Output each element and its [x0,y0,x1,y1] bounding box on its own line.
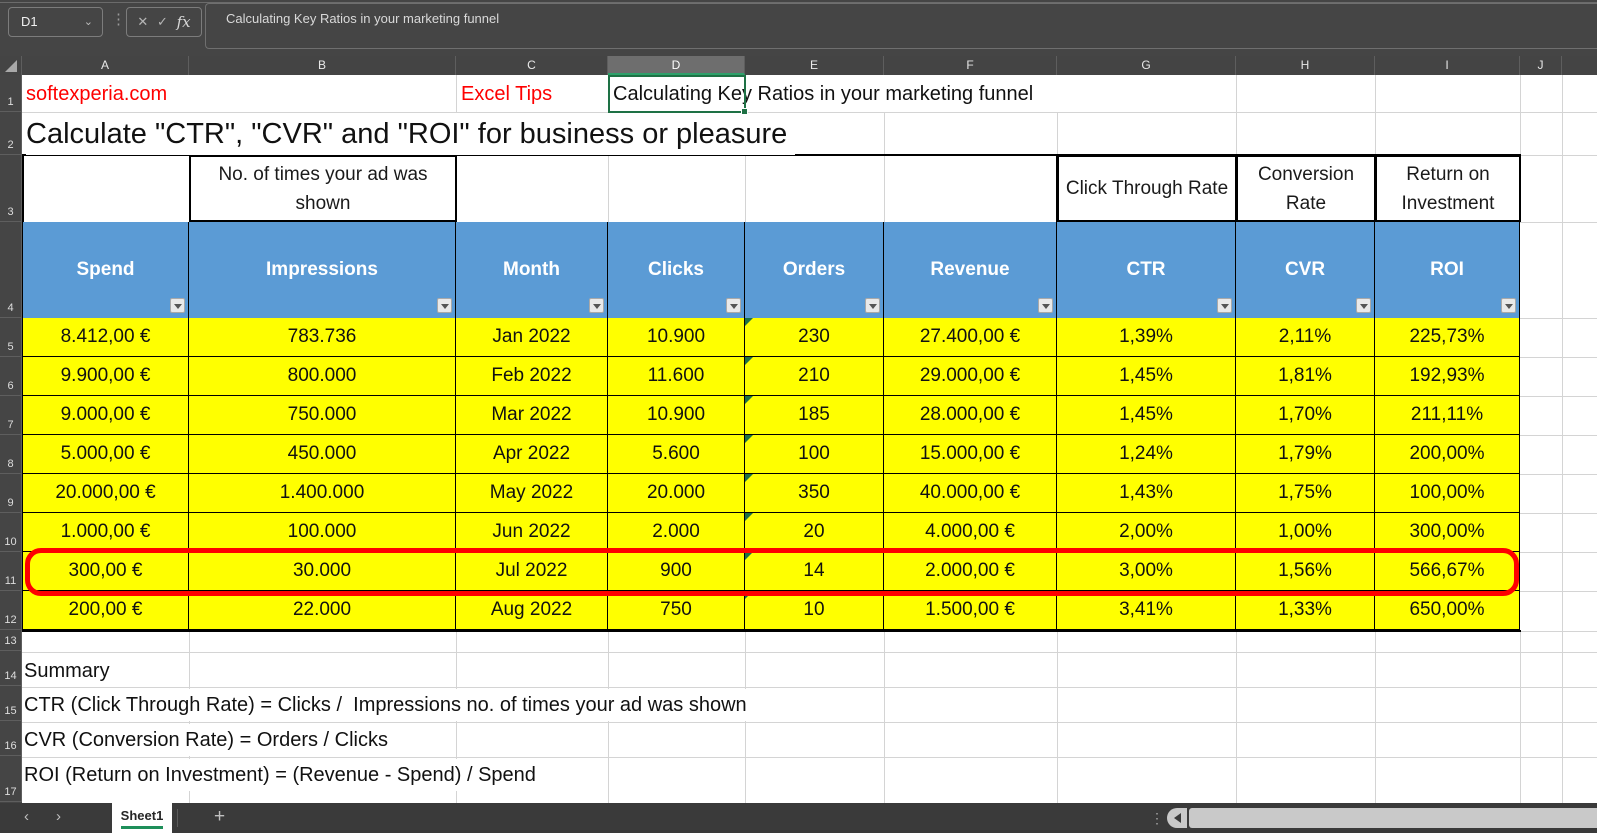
header-label: CTR [1126,259,1166,280]
name-box-value: D1 [21,14,38,29]
header-label: Impressions [266,259,378,280]
row-header-17[interactable]: 17 [0,756,22,802]
formula-bar [0,0,1597,56]
table-cell[interactable]: 15.000,00 € [884,435,1057,474]
cell-c1[interactable]: Excel Tips [461,76,552,112]
filter-dropdown-button[interactable] [1501,298,1516,313]
summary-line-cvr[interactable]: CVR (Conversion Rate) = Orders / Clicks [24,724,396,756]
gridline [1236,631,1237,803]
tab-sheet1[interactable] [112,803,172,833]
gridline [1375,75,1376,155]
gridline [22,757,1597,758]
gridline [1520,318,1597,319]
header-label: CVR [1284,259,1326,280]
gridline [1375,631,1376,803]
table-cell[interactable]: 100 [745,435,884,474]
enter-icon[interactable]: ✓ [156,14,168,29]
row-header-9[interactable]: 9 [0,474,22,513]
filter-arrow-icon [869,304,877,309]
table-cell[interactable]: 210 [745,357,884,396]
chevron-down-icon[interactable]: ⌄ [83,16,93,28]
cancel-icon[interactable]: ✕ [137,14,149,29]
gridline [1520,513,1597,514]
filter-arrow-icon [1360,304,1368,309]
column-filter-header-spend[interactable] [22,222,189,318]
table-cell[interactable]: 30.000 [189,552,456,591]
table-cell[interactable]: 783.736 [189,318,456,357]
error-indicator-icon [745,591,753,599]
filter-dropdown-button[interactable] [1217,298,1232,313]
table-cell[interactable]: 1,79% [1236,435,1375,474]
table-cell[interactable]: 11.600 [608,357,745,396]
row-header-13[interactable]: 13 [0,630,22,651]
column-header-h[interactable]: H [1236,56,1375,75]
column-filter-header-ctr[interactable] [1057,222,1236,318]
row-header-column [0,75,22,803]
table-cell[interactable]: 100.000 [189,513,456,552]
row-header-4[interactable]: 4 [0,222,22,318]
header-label: Clicks [648,259,704,280]
gridline [884,112,885,155]
table-cell[interactable]: Jun 2022 [456,513,608,552]
filter-dropdown-button[interactable] [865,298,880,313]
scroll-left-button[interactable] [1167,808,1187,828]
row-header-14[interactable]: 14 [0,651,22,686]
column-filter-header-month[interactable] [456,222,608,318]
table-cell[interactable]: 14 [745,552,884,591]
table-cell[interactable]: 750 [608,591,745,630]
gridline [884,631,885,803]
table-cell[interactable]: 1,70% [1236,396,1375,435]
table-cell[interactable]: 1,45% [1057,357,1236,396]
column-filter-header-orders[interactable] [745,222,884,318]
column-header-e[interactable]: E [745,56,884,75]
gridline [745,155,746,222]
column-header-c[interactable]: C [456,56,608,75]
row-header-8[interactable]: 8 [0,435,22,474]
gridline [1520,222,1597,223]
gridline [1520,155,1597,156]
column-header-i[interactable]: I [1375,56,1520,75]
filter-dropdown-button[interactable] [170,298,185,313]
filter-arrow-icon [1505,304,1513,309]
error-indicator-icon [745,396,753,404]
table-cell[interactable]: 29.000,00 € [884,357,1057,396]
gridline [1520,474,1597,475]
table-cell[interactable]: 200,00% [1375,435,1520,474]
table-cell[interactable]: 1.400.000 [189,474,456,513]
column-header-j[interactable]: J [1520,56,1562,75]
row-header-3[interactable]: 3 [0,155,22,222]
row-header-16[interactable]: 16 [0,721,22,756]
error-indicator-icon [745,552,753,560]
add-sheet-button[interactable]: + [214,806,226,827]
table-cell[interactable]: 300,00% [1375,513,1520,552]
gridline [608,75,609,112]
filter-arrow-icon [441,304,449,309]
gridline [1520,552,1597,553]
table-cell[interactable]: 28.000,00 € [884,396,1057,435]
gridline [1520,631,1597,632]
table-cell[interactable]: 1,45% [1057,396,1236,435]
table-cell[interactable]: 8.412,00 € [22,318,189,357]
column-filter-header-revenue[interactable] [884,222,1057,318]
column-header-b[interactable]: B [189,56,456,75]
select-all-corner[interactable] [0,56,22,75]
row-header-5[interactable]: 5 [0,318,22,357]
table-cell[interactable]: 10 [745,591,884,630]
table-cell[interactable]: 1,81% [1236,357,1375,396]
table-cell[interactable]: 800.000 [189,357,456,396]
table-cell[interactable]: 4.000,00 € [884,513,1057,552]
table-cell[interactable]: 230 [745,318,884,357]
filter-arrow-icon [1042,304,1050,309]
filter-arrow-icon [174,304,182,309]
row-header-11[interactable]: 11 [0,552,22,591]
table-cell[interactable]: 2,11% [1236,318,1375,357]
table-cell[interactable]: 20.000 [608,474,745,513]
scrollbar-grip-icon[interactable]: ⋮ [1150,810,1164,826]
table-cell[interactable]: Apr 2022 [456,435,608,474]
gridline [1236,75,1237,155]
gridline [1562,75,1563,803]
table-cell[interactable]: May 2022 [456,474,608,513]
column-header-row [0,56,1597,75]
table-cell[interactable]: Jul 2022 [456,552,608,591]
gridline [1520,435,1597,436]
gridline [1520,591,1597,592]
gridline [22,722,1597,723]
cell-h3[interactable]: Conversion Rate [1236,155,1376,222]
table-cell[interactable]: 3,41% [1057,591,1236,630]
horizontal-scrollbar-thumb[interactable] [1189,808,1597,828]
table-cell[interactable]: 1,00% [1236,513,1375,552]
error-indicator-icon [745,435,753,443]
table-cell[interactable]: 211,11% [1375,396,1520,435]
gridline [1520,631,1521,803]
filter-dropdown-button[interactable] [1038,298,1053,313]
column-filter-header-cvr[interactable] [1236,222,1375,318]
table-cell[interactable]: 900 [608,552,745,591]
row-header-7[interactable]: 7 [0,396,22,435]
header-label: Spend [76,259,135,280]
filter-dropdown-button[interactable] [1356,298,1371,313]
cell-b3[interactable]: No. of times your ad was shown [189,155,457,222]
error-indicator-icon [745,513,753,521]
column-header-a[interactable]: A [22,56,189,75]
error-indicator-icon [745,318,753,326]
gridline [22,652,1597,653]
table-cell[interactable]: 1,33% [1236,591,1375,630]
next-sheet-button[interactable]: › [56,808,61,825]
table-cell[interactable]: 200,00 € [22,591,189,630]
gridline [1520,75,1521,155]
table-cell[interactable]: 2.000,00 € [884,552,1057,591]
summary-line-ctr[interactable]: CTR (Click Through Rate) = Clicks / Impressions no. of times your ad was shown [24,689,755,721]
column-header-g[interactable]: G [1057,56,1236,75]
formula-buttons [126,7,202,37]
column-header-d[interactable]: D [608,56,745,75]
table-cell[interactable]: 225,73% [1375,318,1520,357]
gridline [608,155,609,222]
header-label: ROI [1430,259,1464,280]
formula-text: Calculating Key Ratios in your marketing funnel [226,11,500,26]
table-cell[interactable]: 2,00% [1057,513,1236,552]
table-cell[interactable]: 1,43% [1057,474,1236,513]
formula-input[interactable] [205,3,1597,49]
table-cell[interactable]: 9.900,00 € [22,357,189,396]
table-cell[interactable]: 9.000,00 € [22,396,189,435]
table-cell[interactable]: 650,00% [1375,591,1520,630]
table-cell[interactable]: 2.000 [608,513,745,552]
row-header-6[interactable]: 6 [0,357,22,396]
gridline [22,687,1597,688]
sheet-tab-bar [0,803,1597,833]
insert-function-icon[interactable]: fx [176,13,191,31]
active-tab-underline [121,826,163,829]
gridline [884,155,885,222]
column-filter-header-impressions[interactable] [189,222,456,318]
formula-bar-grip-icon[interactable]: ⋮ [111,11,126,28]
scroll-left-icon [1174,813,1181,823]
table-cell[interactable]: 27.400,00 € [884,318,1057,357]
column-header-f[interactable]: F [884,56,1057,75]
table-cell[interactable]: 5.600 [608,435,745,474]
name-box[interactable] [8,7,103,37]
error-indicator-icon [745,474,753,482]
summary-line-roi[interactable]: ROI (Return on Investment) = (Revenue - Spend) / Spend [24,759,544,791]
row-header-12[interactable]: 12 [0,591,22,630]
filter-arrow-icon [730,304,738,309]
header-label: Orders [782,259,846,280]
table-cell[interactable]: 566,67% [1375,552,1520,591]
filter-arrow-icon [1221,304,1229,309]
table-cell[interactable]: 1.000,00 € [22,513,189,552]
table-cell[interactable]: 350 [745,474,884,513]
header-label: Revenue [930,259,1010,280]
cell-g3[interactable]: Click Through Rate [1057,155,1237,222]
table-cell[interactable]: 185 [745,396,884,435]
column-filter-header-roi[interactable] [1375,222,1520,318]
cell-a1[interactable]: softexperia.com [26,76,167,112]
gridline [456,75,457,112]
tab-sheet1-label: Sheet1 [120,808,164,823]
select-all-icon [5,60,17,72]
tab-separator [177,809,178,827]
table-cell[interactable]: Aug 2022 [456,591,608,630]
table-cell[interactable]: 22.000 [189,591,456,630]
row-header-1[interactable]: 1 [0,75,22,112]
error-indicator-icon [745,357,753,365]
table-cell[interactable]: 10.900 [608,396,745,435]
table-cell[interactable]: 1.500,00 € [884,591,1057,630]
border-line [22,630,1521,632]
filter-dropdown-button[interactable] [726,298,741,313]
table-cell[interactable]: 10.900 [608,318,745,357]
table-cell[interactable]: Mar 2022 [456,396,608,435]
table-cell[interactable]: 40.000,00 € [884,474,1057,513]
row-header-2[interactable]: 2 [0,112,22,155]
table-cell[interactable]: 750.000 [189,396,456,435]
table-cell[interactable]: 1,24% [1057,435,1236,474]
gridline [1057,112,1058,155]
gridline [1520,396,1597,397]
column-filter-header-clicks[interactable] [608,222,745,318]
filter-dropdown-button[interactable] [437,298,452,313]
table-cell[interactable]: 192,93% [1375,357,1520,396]
cell-d1[interactable]: Calculating Key Ratios in your marketing funnel [613,76,1033,112]
table-cell[interactable]: Jan 2022 [456,318,608,357]
table-cell[interactable]: 1,75% [1236,474,1375,513]
table-cell[interactable]: 5.000,00 € [22,435,189,474]
table-cell[interactable]: 1,39% [1057,318,1236,357]
row-header-15[interactable]: 15 [0,686,22,721]
row-header-10[interactable]: 10 [0,513,22,552]
sheet-title[interactable]: Calculate "CTR", "CVR" and "ROI" for business or pleasure [26,113,795,155]
prev-sheet-button[interactable]: ‹ [24,808,29,825]
gridline [1057,631,1058,803]
table-cell[interactable]: 1,56% [1236,552,1375,591]
summary-title[interactable]: Summary [24,655,118,687]
table-cell[interactable]: 20 [745,513,884,552]
filter-dropdown-button[interactable] [589,298,604,313]
header-label: Month [503,259,560,280]
table-cell[interactable]: 450.000 [189,435,456,474]
table-cell[interactable]: 3,00% [1057,552,1236,591]
filter-arrow-icon [593,304,601,309]
cell-i3[interactable]: Return on Investment [1375,155,1521,222]
table-cell[interactable]: Feb 2022 [456,357,608,396]
table-cell[interactable]: 100,00% [1375,474,1520,513]
table-cell[interactable]: 20.000,00 € [22,474,189,513]
gridline [1520,357,1597,358]
table-cell[interactable]: 300,00 € [22,552,189,591]
